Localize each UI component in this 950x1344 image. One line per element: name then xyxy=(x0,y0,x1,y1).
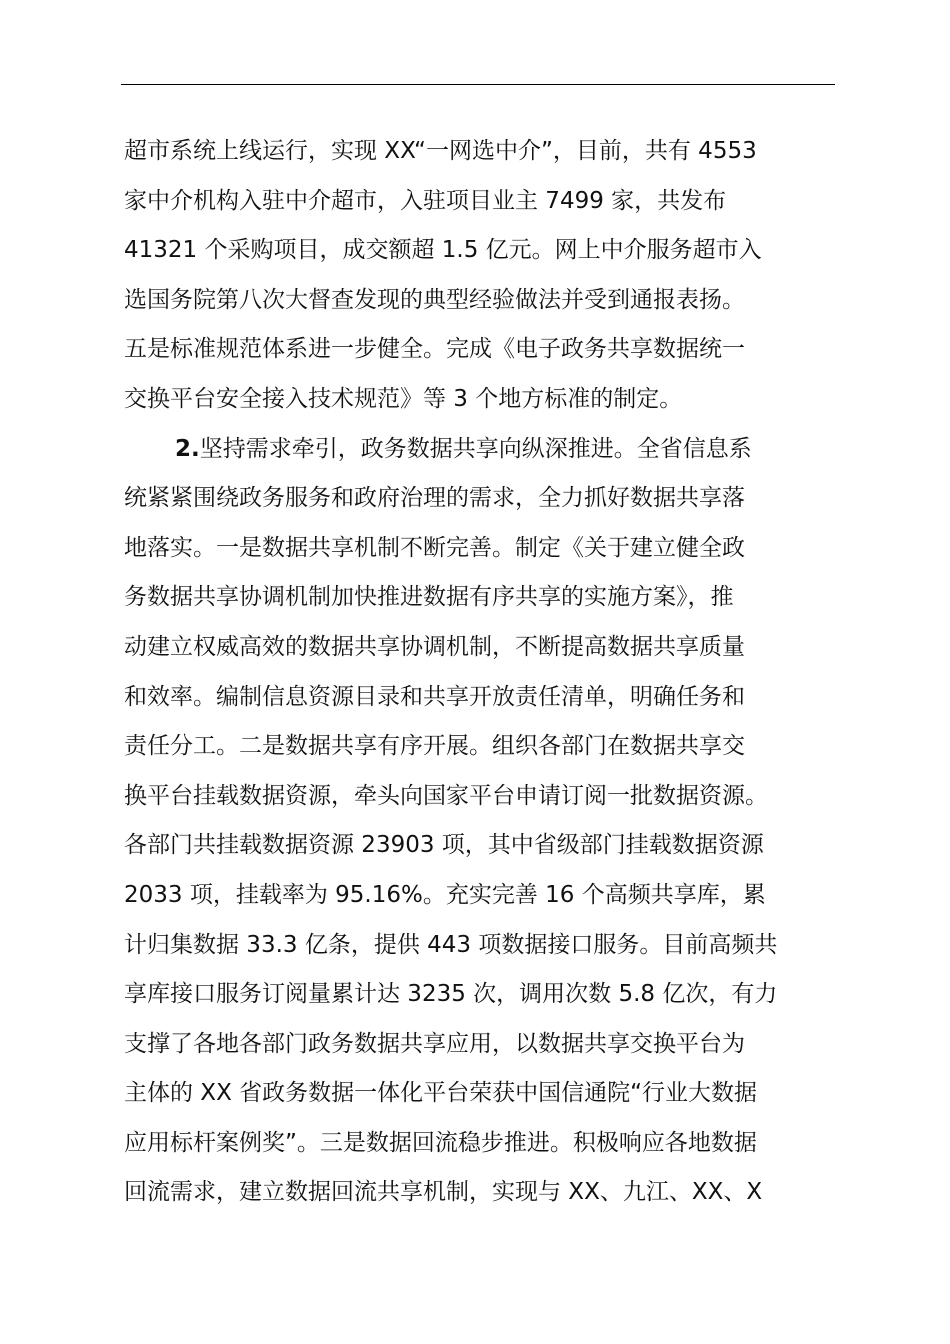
header-rule xyxy=(121,84,835,85)
text-line-2: 家中介机构入驻中介超市，入驻项目业主 7499 家，共发布 xyxy=(124,187,727,214)
text-line-13: 责任分工。二是数据共享有序开展。组织各部门在数据共享交 xyxy=(124,733,745,760)
text-line-10: 务数据共享协调机制加快推进数据有序共享的实施方案》，推 xyxy=(124,584,734,611)
text-line-12: 和效率。编制信息资源目录和共享开放责任清单，明确任务和 xyxy=(124,683,745,710)
text-line-14: 换平台挂载数据资源，牵头向国家平台申请订阅一批数据资源。 xyxy=(124,782,768,809)
text-line-6: 交换平台安全接入技术规范》等 3 个地方标准的制定。 xyxy=(124,385,683,412)
text-line-16: 2033 项，挂载率为 95.16%。充实完善 16 个高频共享库，累 xyxy=(124,881,766,908)
text-line-15: 各部门共挂载数据资源 23903 项，其中省级部门挂载数据资源 xyxy=(124,832,764,859)
section-2-text: 坚持需求牵引，政务数据共享向纵深推进。全省信息系 xyxy=(199,435,752,462)
text-line-17: 计归集数据 33.3 亿条，提供 443 项数据接口服务。目前高频共 xyxy=(124,931,778,958)
section-number: 2. xyxy=(175,435,200,462)
text-line-11: 动建立权威高效的数据共享协调机制，不断提高数据共享质量 xyxy=(124,633,745,660)
text-line-8: 统紧紧围绕政务服务和政府治理的需求，全力抓好数据共享落 xyxy=(124,485,745,512)
text-line-1: 超市系统上线运行，实现 XX“一网选中介”，目前，共有 4553 xyxy=(124,138,757,164)
text-line-19: 支撑了各地各部门政务数据共享应用，以数据共享交换平台为 xyxy=(124,1030,745,1057)
section-2-heading-line xyxy=(124,425,840,475)
text-line-18: 享库接口服务订阅量累计达 3235 次，调用次数 5.8 亿次，有力 xyxy=(124,981,778,1008)
text-line-3: 41321 个采购项目，成交额超 1.5 亿元。网上中介服务超市入 xyxy=(124,237,762,264)
text-line-4: 选国务院第八次大督查发现的典型经验做法并受到通报表扬。 xyxy=(124,286,745,313)
text-line-9: 地落实。一是数据共享机制不断完善。制定《关于建立健全政 xyxy=(124,534,745,561)
body-text xyxy=(124,127,840,1218)
text-line-5: 五是标准规范体系进一步健全。完成《电子政务共享数据统一 xyxy=(124,336,745,363)
text-line-21: 应用标杆案例奖”。三是数据回流稳步推进。积极响应各地数据 xyxy=(124,1129,757,1156)
text-line-22: 回流需求，建立数据回流共享机制，实现与 XX、九江、XX、X xyxy=(124,1179,763,1206)
text-line-20: 主体的 XX 省政务数据一体化平台荣获中国信通院“行业大数据 xyxy=(124,1080,758,1107)
